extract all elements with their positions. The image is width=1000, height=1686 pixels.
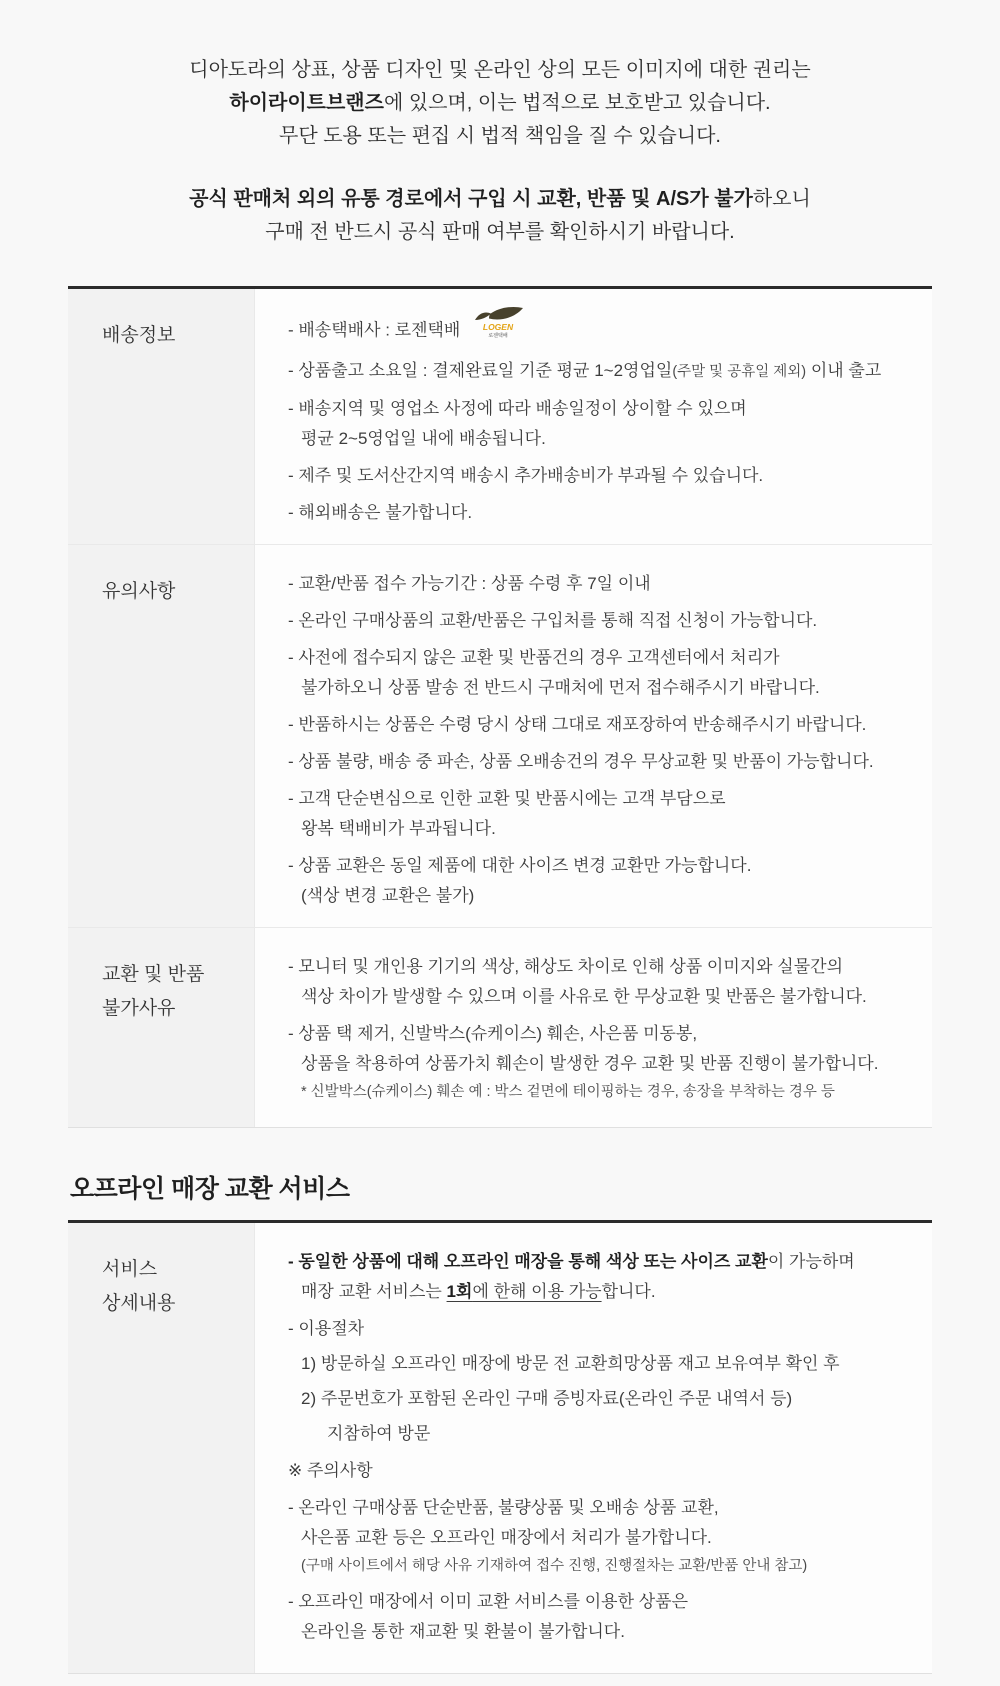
offline-exchange-table [68, 1220, 932, 1674]
list-item: - 이용절차 1) 방문하실 오프라인 매장에 방문 전 교환희망상품 재고 보유여부 확인 후 2) 주문번호가 포함된 온라인 구매 증빙자료(온라인 주문 내역서 등) 지참하여 방문 [288, 1319, 840, 1443]
row-content [255, 289, 932, 544]
row-label: 유의사항 [68, 545, 255, 927]
official-seller-paragraph [0, 183, 1000, 249]
list-item: - 상품 교환은 동일 제품에 대한 사이즈 변경 교환만 가능합니다. (색상 변경 교환은 불가) [288, 856, 752, 905]
list-item: - 오프라인 매장에서 이미 교환 서비스를 이용한 상품은 온라인을 통한 재교환 및 환불이 불가합니다. [288, 1592, 689, 1641]
row-content [255, 545, 932, 927]
notice-line: 공식 판매처 외의 유통 경로에서 구입 시 교환, 반품 및 A/S가 불가하오니 [189, 188, 811, 210]
footnote: (구매 사이트에서 해당 사유 기재하여 접수 진행, 진행절차는 교환/반품 안내 참고) [301, 1558, 808, 1574]
list-item: - 제주 및 도서산간지역 배송시 추가배송비가 부과될 수 있습니다. [288, 466, 764, 485]
shipping-policy-table [68, 286, 932, 1128]
row-content [255, 1223, 932, 1673]
row-content [255, 928, 932, 1127]
row-label: 서비스 상세내용 [68, 1223, 255, 1673]
list-item: - 상품출고 소요일 : 결제완료일 기준 평균 1~2영업일(주말 및 공휴일 제외) 이내 출고 [288, 361, 882, 380]
notice-line: 하이라이트브랜즈에 있으며, 이는 법적으로 보호받고 있습니다. [229, 92, 771, 114]
list-item: - 상품 불량, 배송 중 파손, 상품 오배송건의 경우 무상교환 및 반품이 가능합니다. [288, 752, 874, 771]
brand-name: 하이라이트브랜즈 [229, 92, 384, 114]
list-item: - 온라인 구매상품의 교환/반품은 구입처를 통해 직접 신청이 가능합니다. [288, 611, 818, 630]
notice-line: 디아도라의 상표, 상품 디자인 및 온라인 상의 모든 이미지에 대한 권리는 [189, 59, 811, 81]
table-row-shipping-info [68, 289, 932, 544]
notice-line: 구매 전 반드시 공식 판매 여부를 확인하시기 바랍니다. [265, 221, 735, 243]
list-item: ※ 주의사항 [288, 1461, 373, 1480]
list-item: - 온라인 구매상품 단순반품, 불량상품 및 오배송 상품 교환, 사은품 교환 등은 오프라인 매장에서 처리가 불가합니다. (구매 사이트에서 해당 사유 기재하여 접수 진행, 진행절차는 교환/반품 안내 참고) [288, 1493, 914, 1580]
row-label: 교환 및 반품 불가사유 [68, 928, 255, 1127]
list-item: - 동일한 상품에 대해 오프라인 매장을 통해 색상 또는 사이즈 교환이 가능하며 매장 교환 서비스는 1회에 한해 이용 가능합니다. [288, 1252, 855, 1301]
list-item: - 교환/반품 접수 가능기간 : 상품 수령 후 7일 이내 [288, 574, 651, 593]
copyright-paragraph [0, 54, 1000, 153]
list-item: - 해외배송은 불가합니다. [288, 503, 473, 522]
list-item: - 반품하시는 상품은 수령 당시 상태 그대로 재포장하여 반송해주시기 바랍니다. [288, 715, 867, 734]
table-row-service-details [68, 1223, 932, 1673]
footnote: * 신발박스(슈케이스) 훼손 예 : 박스 겉면에 테이핑하는 경우, 송장을 부착하는 경우 등 [301, 1084, 835, 1100]
table-row-no-return-reasons [68, 927, 932, 1127]
svg-text:LOGEN: LOGEN [483, 322, 514, 332]
logen-courier-logo-icon [470, 305, 526, 349]
section-title-offline-exchange: 오프라인 매장 교환 서비스 [70, 1175, 350, 1203]
list-item: - 상품 택 제거, 신발박스(슈케이스) 훼손, 사은품 미동봉, 상품을 착용하여 상품가치 훼손이 발생한 경우 교환 및 반품 진행이 불가합니다. * 신발박스(슈케이스) 훼손 예 : 박스 겉면에 테이핑하는 경우, 송장을 부착하는 경우 등 [288, 1019, 914, 1106]
table-row-cautions [68, 544, 932, 927]
list-item: - 배송택배사 : 로젠택배 LOGEN 로젠택배 [288, 313, 914, 349]
list-item: - 모니터 및 개인용 기기의 색상, 해상도 차이로 인해 상품 이미지와 실물간의 색상 차이가 발생할 수 있으며 이를 사유로 한 무상교환 및 반품은 불가합니다. [288, 957, 867, 1006]
list-item: - 사전에 접수되지 않은 교환 및 반품건의 경우 고객센터에서 처리가 불가하오니 상품 발송 전 반드시 구매처에 먼저 접수해주시기 바랍니다. [288, 648, 820, 697]
svg-text:로젠택배: 로젠택배 [488, 333, 509, 339]
list-item: - 고객 단순변심으로 인한 교환 및 반품시에는 고객 부담으로 왕복 택배비가 부과됩니다. [288, 789, 726, 838]
row-label: 배송정보 [68, 289, 255, 544]
legal-notice [0, 0, 1000, 249]
notice-line: 무단 도용 또는 편집 시 법적 책임을 질 수 있습니다. [279, 125, 721, 147]
list-item: - 배송지역 및 영업소 사정에 따라 배송일정이 상이할 수 있으며 평균 2~5영업일 내에 배송됩니다. [288, 399, 747, 448]
